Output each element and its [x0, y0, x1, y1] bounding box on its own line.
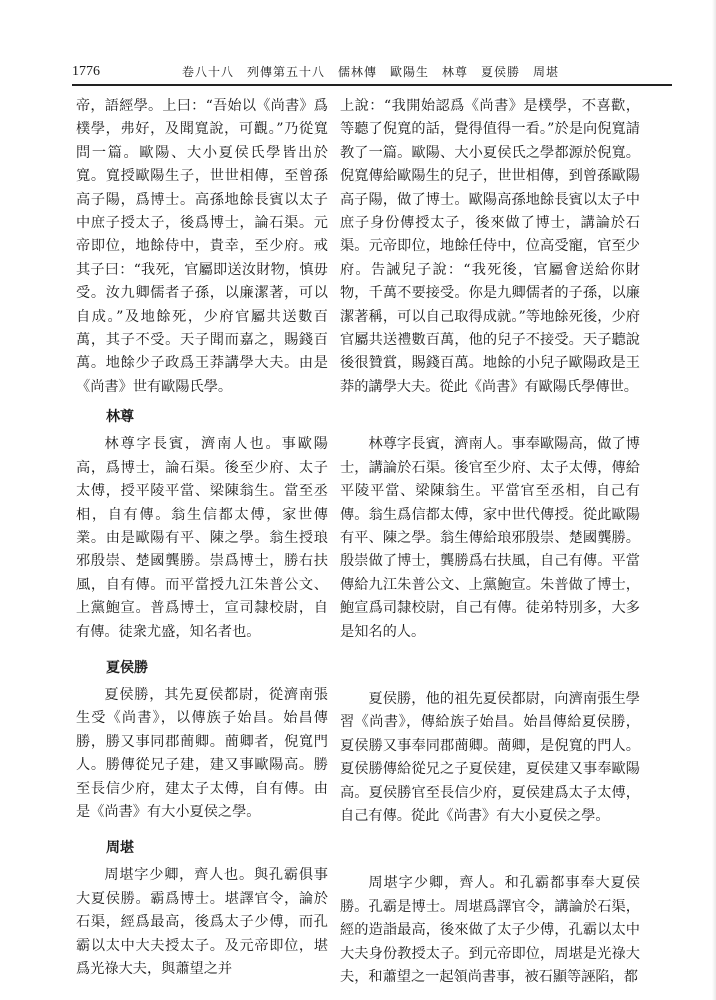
section-heading-linzun: 林尊	[106, 409, 134, 426]
translation-column	[340, 95, 640, 989]
header-rule	[72, 84, 672, 86]
classical-text-column	[76, 95, 328, 981]
linzun-original-text: 林尊字長賓，濟南人也。事歐陽高，爲博士，論石渠。後至少府、太子太傅，授平陵平當、梁陳翁生。當至丞相，自有傳。翁生信都太傅，家世傳業。由是歐陽有平、陳之學。翁生授琅邪殷崇、楚國龔勝。崇爲博士，勝右扶風，自有傳。而平當授九江朱普公文、上黨鮑宣。普爲博士，宣司隸校尉，自有傳。徒衆尤盛，知名者也。	[76, 436, 328, 640]
zhoukan-translation: 周堪字少卿，齊人。和孔霸都事奉大夏侯勝。孔霸是博士。周堪爲譯官令，講論於石渠，經的造詣最高，後來做了太子少傅，孔霸以太中大夫身份教授太子。到元帝即位，周堪是光祿大夫，和蕭望之一起領尚書事，被石顯等誣陷，都	[340, 875, 640, 985]
ouyang-original-text: 帝，語經學。上曰：“吾始以《尚書》爲樸學，弗好，及聞寬說，可觀。”乃從寬問一篇。歐陽、大小夏侯氏學皆出於寬。寬授歐陽生子，世世相傳，至曾孫高子陽，爲博士。高孫地餘長賓以太子中庶子授太子，後爲博士，論石渠。元帝即位，地餘侍中，貴幸，至少府。戒其子曰：“我死，官屬即送汝財物，慎毋受。汝九卿儒者子孫，以廉潔著，可以自成。”及地餘死，少府官屬共送數百萬，其子不受。天子聞而嘉之，賜錢百萬。地餘少子政爲王莽講學大夫。由是《尚書》世有歐陽氏學。	[76, 98, 328, 395]
xiahou-original-text: 夏侯勝，其先夏侯都尉，從濟南張生受《尚書》，以傳族子始昌。始昌傳勝，勝又事同郡蕳卿。蕳卿者，倪寬門人。勝傳從兄子建，建又事歐陽高。勝至長信少府，建太子太傅，自有傳。由是《尚書》有大小夏侯之學。	[76, 686, 328, 820]
page-header	[72, 58, 672, 80]
linzun-translation: 林尊字長賓，濟南人。事奉歐陽高，做了博士，講論於石渠。後官至少府、太子太傅，傳給平陵平當、梁陳翁生。平當官至丞相，自己有傳。翁生爲信都太傅，家中世代傳授。從此歐陽有平、陳之學。翁生傳給琅邪殷崇、楚國龔勝。殷崇做了博士，龔勝爲右扶風，自己有傳。平當傳給九江朱普公文、上黨鮑宣。朱普做了博士，鮑宣爲司隸校尉，自己有傳。徒弟特別多，大多是知名的人。	[340, 436, 640, 640]
xiahou-translation: 夏侯勝，他的祖先夏侯都尉，向濟南張生學習《尚書》，傳給族子始昌。始昌傳給夏侯勝，夏侯勝又事奉同郡蕳卿。蕳卿，是倪寬的門人。夏侯勝傳給從兄之子夏侯建，夏侯建又事奉歐陽高。夏侯勝官至長信少府，夏侯建爲太子太傅，自己有傳。從此《尚書》有大小夏侯之學。	[340, 690, 640, 824]
ouyang-translation: 上說：“我開始認爲《尚書》是樸學，不喜歡，等聽了倪寬的話，覺得值得一看。”於是向倪寬請教了一篇。歐陽、大小夏侯氏之學都源於倪寬。倪寬傳給歐陽生的兒子，世世相傳，到曾孫歐陽高子陽，做了博士。歐陽高孫地餘長賓以太子中庶子身份傳授太子，後來做了博士，講論於石渠。元帝即位，地餘任侍中，位高受寵，官至少府。告誡兒子說：“我死後，官屬會送給你財物，千萬不要接受。你是九卿儒者的子孫，以廉潔著稱，可以自己取得成就。”等地餘死後，少府官屬共送禮數百萬，他的兒子不接受。天子聽說後很贊賞，賜錢百萬。地餘的小兒子歐陽政是王莽的講學大夫。從此《尚書》有歐陽氏學傳世。	[340, 98, 640, 395]
section-heading-zhoukan: 周堪	[106, 840, 134, 857]
page-number: 1776	[72, 64, 100, 79]
running-title: 卷八十八 列傳第五十八 儒林傳 歐陽生 林尊 夏侯勝 周堪	[182, 65, 560, 79]
zhoukan-original-text: 周堪字少卿，齊人也。與孔霸俱事大夏侯勝。霸爲博士。堪譯官令，論於石渠，經爲最高，後爲太子少傅，而孔霸以太中大夫授太子。及元帝即位，堪爲光祿大夫，與蕭望之并	[76, 867, 328, 977]
section-heading-xiahou: 夏侯勝	[106, 659, 148, 676]
scan-edge-shadow	[712, 0, 716, 1000]
